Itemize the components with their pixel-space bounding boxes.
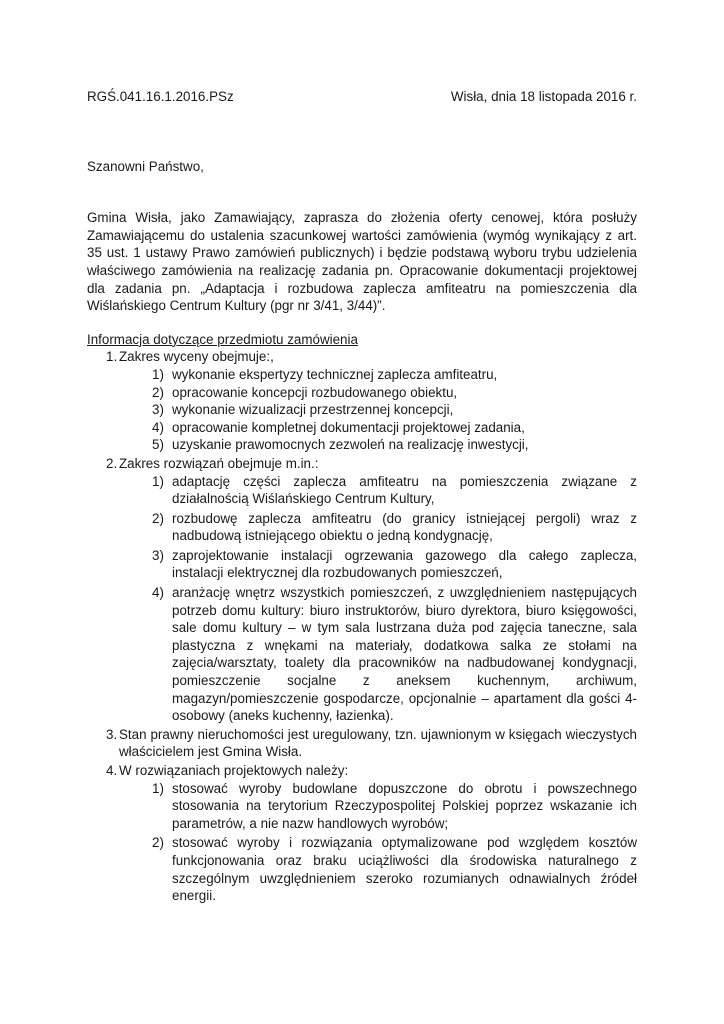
sub-list-item bbox=[87, 510, 637, 545]
subitem-number: 2) bbox=[152, 835, 164, 851]
subitem-number: 1) bbox=[152, 780, 164, 796]
subitem-number: 3) bbox=[152, 402, 164, 418]
subitem-text: zaprojektowanie instalacji ogrzewania gazowego dla całego zaplecza, instalacji elektrycznej dla rozbudowanych pomieszczeń, bbox=[172, 547, 637, 581]
subitem-number: 1) bbox=[152, 366, 164, 382]
subitem-number: 1) bbox=[152, 473, 164, 489]
subitem-text: uzyskanie prawomocnych zezwoleń na realizację inwestycji, bbox=[172, 437, 529, 453]
sub-list-item bbox=[87, 436, 637, 454]
reference-number: RGŚ.041.16.1.2016.PSz bbox=[87, 89, 234, 104]
subitem-text: stosować wyroby budowlane dopuszczone do obrotu i powszechnego stosowania na terytorium Rzeczypospolitej Polskiej poprzez wskazanie ich parametrów, a nie nazw handlowych wyrobów; bbox=[172, 780, 637, 831]
item-text: Zakres rozwiązań obejmuje m.in.: bbox=[119, 455, 319, 471]
subitem-text: wykonanie ekspertyzy technicznej zaplecza amfiteatru, bbox=[172, 366, 498, 382]
section-title: Informacja dotyczące przedmiotu zamówienia bbox=[87, 331, 358, 347]
sub-list-item bbox=[87, 384, 637, 402]
subitem-text: opracowanie koncepcji rozbudowanego obiektu, bbox=[172, 384, 458, 400]
sub-list-item bbox=[87, 834, 637, 904]
list-item bbox=[87, 455, 637, 725]
sub-list-item bbox=[87, 473, 637, 508]
item-text: Stan prawny nieruchomości jest uregulowany, tzn. ujawnionym w księgach wieczystych właścicielem jest Gmina Wisła. bbox=[119, 726, 637, 760]
main-list bbox=[87, 348, 637, 904]
salutation: Szanowni Państwo, bbox=[87, 158, 204, 174]
sub-list bbox=[87, 366, 637, 454]
item-text: Zakres wyceny obejmuje:, bbox=[119, 349, 274, 365]
item-text: W rozwiązaniach projektowych należy: bbox=[119, 763, 349, 778]
list-item bbox=[87, 762, 637, 905]
subitem-number: 4) bbox=[152, 585, 164, 601]
sub-list bbox=[87, 780, 637, 905]
sub-list-item bbox=[87, 419, 637, 437]
subitem-text: wykonanie wizualizacji przestrzennej koncepcji, bbox=[172, 402, 454, 418]
subitem-number: 5) bbox=[152, 437, 164, 453]
sub-list-item bbox=[87, 584, 637, 725]
sub-list-item bbox=[87, 366, 637, 384]
list-item bbox=[87, 348, 637, 454]
subitem-text: rozbudowę zaplecza amfiteatru (do granicy istniejącej pergoli) wraz z nadbudową istniejącego obiektu o jedną kondygnację, bbox=[172, 510, 637, 544]
subitem-number: 2) bbox=[152, 384, 164, 400]
subitem-text: adaptację części zaplecza amfiteatru na pomieszczenia związane z działalnością Wiślańskiego Centrum Kultury, bbox=[172, 473, 637, 507]
subitem-number: 3) bbox=[152, 547, 164, 563]
letter-header bbox=[87, 88, 637, 106]
intro-paragraph: Gmina Wisła, jako Zamawiający, zaprasza do złożenia oferty cenowej, która posłuży Zamawiającemu do ustalenia szacunkowej wartości zamówienia (wymóg wynikający z art. 35 ust. 1 ustawy Prawo zamówień publicznych) i będzie podstawą wyboru trybu udzielenia właściwego zamówienia na realizację zadania pn. Opracowanie dokumentacji projektowej dla zadania pn. „Adaptacja i rozbudowa zaplecza amfiteatru na pomieszczenia dla Wiślańskiego Centrum Kultury (pgr nr 3/41, 3/44)”. bbox=[87, 210, 637, 314]
subitem-text: opracowanie kompletnej dokumentacji projektowej zadania, bbox=[172, 419, 525, 435]
sub-list-item bbox=[87, 780, 637, 833]
item-number: 4. bbox=[106, 763, 118, 778]
item-number: 3. bbox=[106, 726, 118, 742]
item-number: 2. bbox=[106, 455, 118, 471]
subitem-number: 4) bbox=[152, 419, 164, 435]
sub-list-item bbox=[87, 547, 637, 582]
sub-list bbox=[87, 473, 637, 725]
subitem-text: aranżację wnętrz wszystkich pomieszczeń, z uwzględnieniem następujących potrzeb domu kultury: biuro instruktorów, biuro dyrektora, biuro księgowości, sale domu kultury – w tym sala lustrzana duża pod zajęcia taneczne, sala plastyczna z wnękami na materiały, dodatkowa salka ze stołami na zajęcia/warsztaty, toalety dla pracowników na nadbudowanej kondygnacji, pomieszczenie socjalne z aneksem kuchennym, archiwum, magazyn/pomieszczenie gospodarcze, opcjonalnie – apartament dla gości 4-osobowy (aneks kuchenny, łazienka). bbox=[172, 585, 637, 724]
subitem-text: stosować wyroby i rozwiązania optymalizowane pod względem kosztów funkcjonowania oraz braku uciążliwości dla środowiska naturalnego z szczególnym uwzględnieniem szeroko rozumianych odnawialnych źródeł energii. bbox=[172, 835, 637, 904]
item-number: 1. bbox=[106, 349, 118, 365]
sub-list-item bbox=[87, 401, 637, 419]
place-date: Wisła, dnia 18 listopada 2016 r. bbox=[450, 89, 637, 104]
subitem-number: 2) bbox=[152, 510, 164, 526]
list-item bbox=[87, 726, 637, 761]
